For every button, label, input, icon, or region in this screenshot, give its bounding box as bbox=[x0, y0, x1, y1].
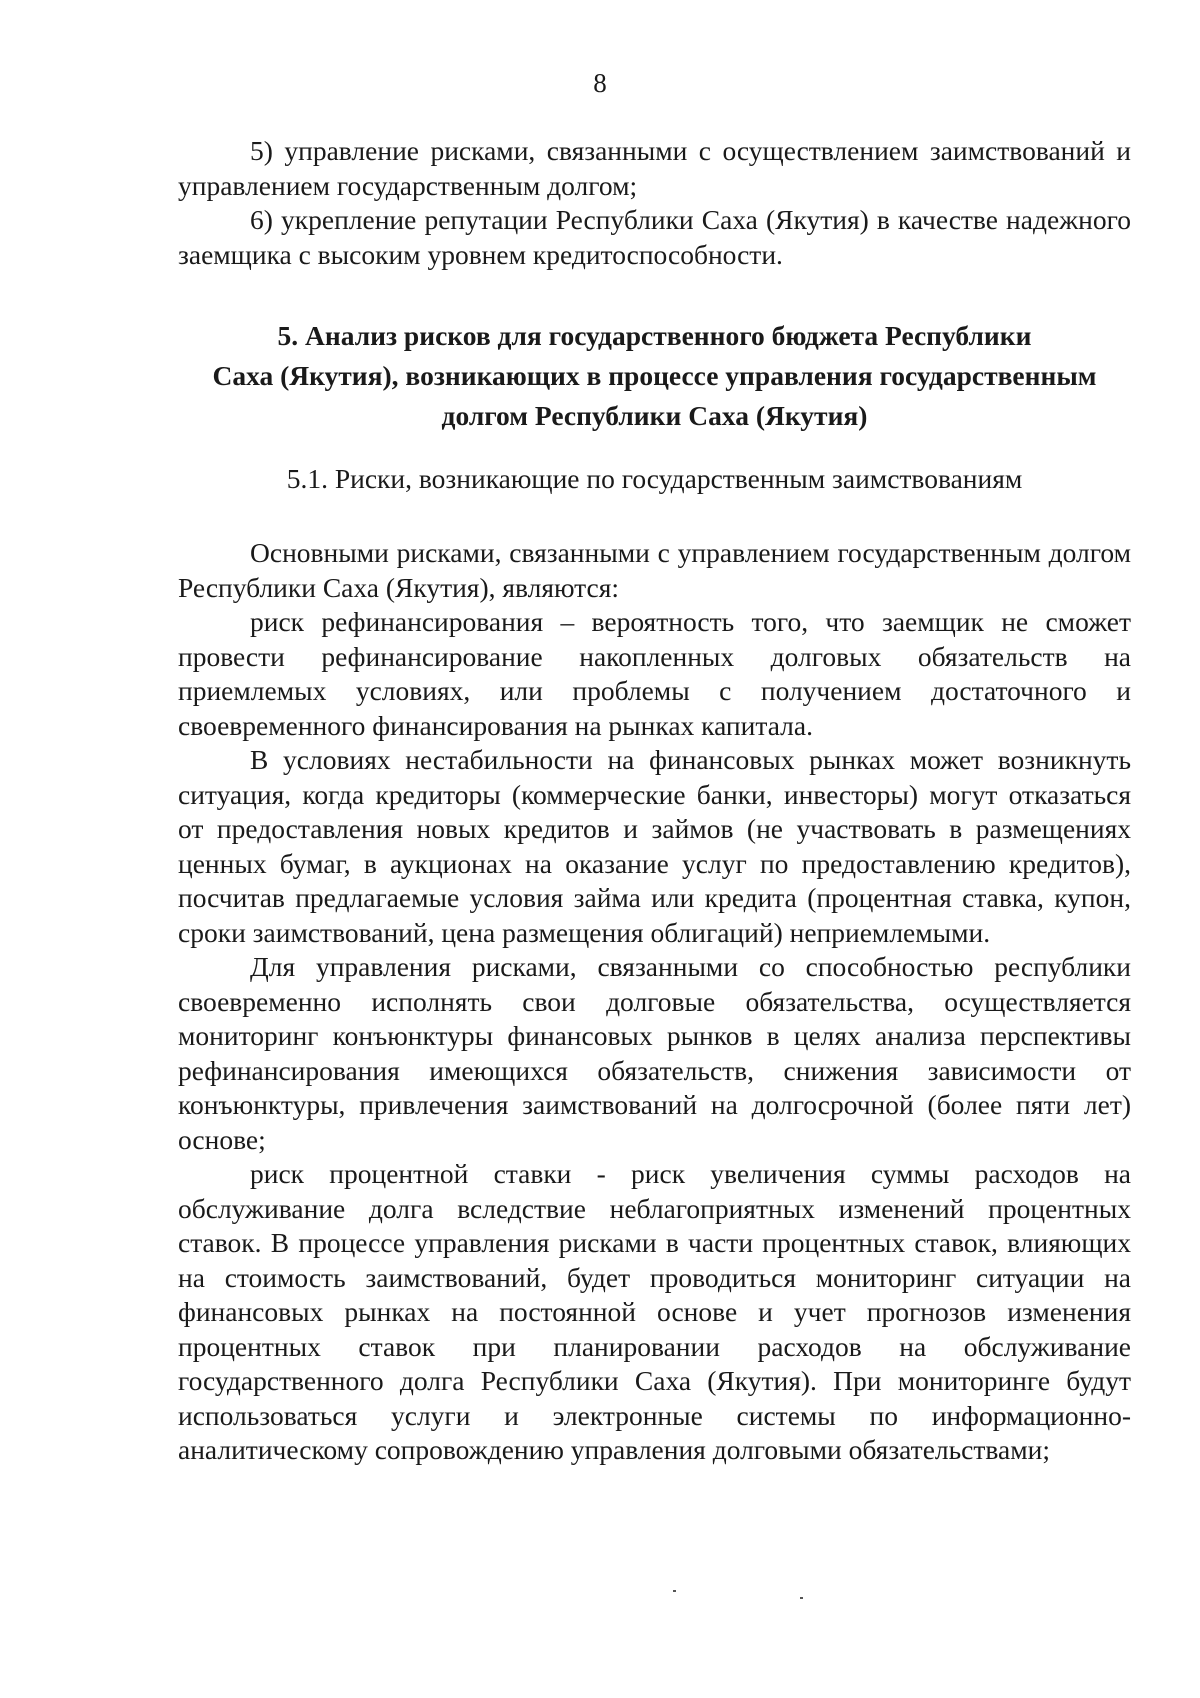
section-title-line-2: Саха (Якутия), возникающих в процессе управления государственным bbox=[212, 360, 1097, 391]
paragraph-risk-management: Для управления рисками, связанными со способностью республики своевременно исполнять свои долговые обязательства, осуществляется мониторинг конъюнктуры финансовых рынков в целях анализа перспективы рефинансирования имеющихся обязательств, снижения зависимости от конъюнктуры, привлечения заимствований на долгосрочной (более пяти лет) основе; bbox=[178, 951, 1131, 1155]
scan-mark bbox=[800, 1597, 803, 1599]
list-item-6: 6) укрепление репутации Республики Саха (Якутия) в качестве надежного заемщика с высоким уровнем кредитоспособности. bbox=[178, 204, 1131, 270]
paragraph-interest-rate-risk: риск процентной ставки - риск увеличения суммы расходов на обслуживание долга вследствие неблагоприятных изменений процентных ставок. В процессе управления рисками в части процентных ставок, влияющих на стоимость заимствований, будет проводиться мониторинг ситуации на финансовых рынках на постоянной основе и учет прогнозов изменения процентных ставок при планировании расходов на обслуживание государственного долга Республики Саха (Якутия). При мониторинге будут использоваться услуги и электронные системы по информационно-аналитическому сопровождению управления долговыми обязательствами; bbox=[178, 1158, 1131, 1465]
page-number: 8 bbox=[593, 68, 607, 98]
paragraph-market-instability: В условиях нестабильности на финансовых рынках может возникнуть ситуация, когда кредиторы (коммерческие банки, инвесторы) могут отказаться от предоставления новых кредитов и займов (не участвовать в размещениях ценных бумаг, в аукционах на оказание услуг по предоставлению кредитов), посчитав предлагаемые условия займа или кредита (процентная ставка, купон, сроки заимствований, цена размещения облигаций) неприемлемыми. bbox=[178, 744, 1131, 948]
scan-mark bbox=[673, 1590, 676, 1592]
paragraph-main-risks: Основными рисками, связанными с управлением государственным долгом Республики Саха (Якутия), являются: bbox=[178, 537, 1131, 603]
section-title-line-3: долгом Республики Саха (Якутия) bbox=[441, 400, 868, 431]
section-title bbox=[178, 316, 1131, 436]
section-title-line-1: 5. Анализ рисков для государственного бюджета Республики bbox=[277, 320, 1032, 351]
subsection-title: 5.1. Риски, возникающие по государственным заимствованиям bbox=[286, 463, 1023, 494]
document-body bbox=[178, 134, 1131, 1468]
paragraph-refinancing-risk: риск рефинансирования – вероятность того, что заемщик не сможет провести рефинансирование накопленных долговых обязательств на приемлемых условиях, или проблемы с получением достаточного и своевременного финансирования на рынках капитала. bbox=[178, 606, 1131, 741]
list-item-5: 5) управление рисками, связанными с осуществлением заимствований и управлением государственным долгом; bbox=[178, 135, 1131, 201]
